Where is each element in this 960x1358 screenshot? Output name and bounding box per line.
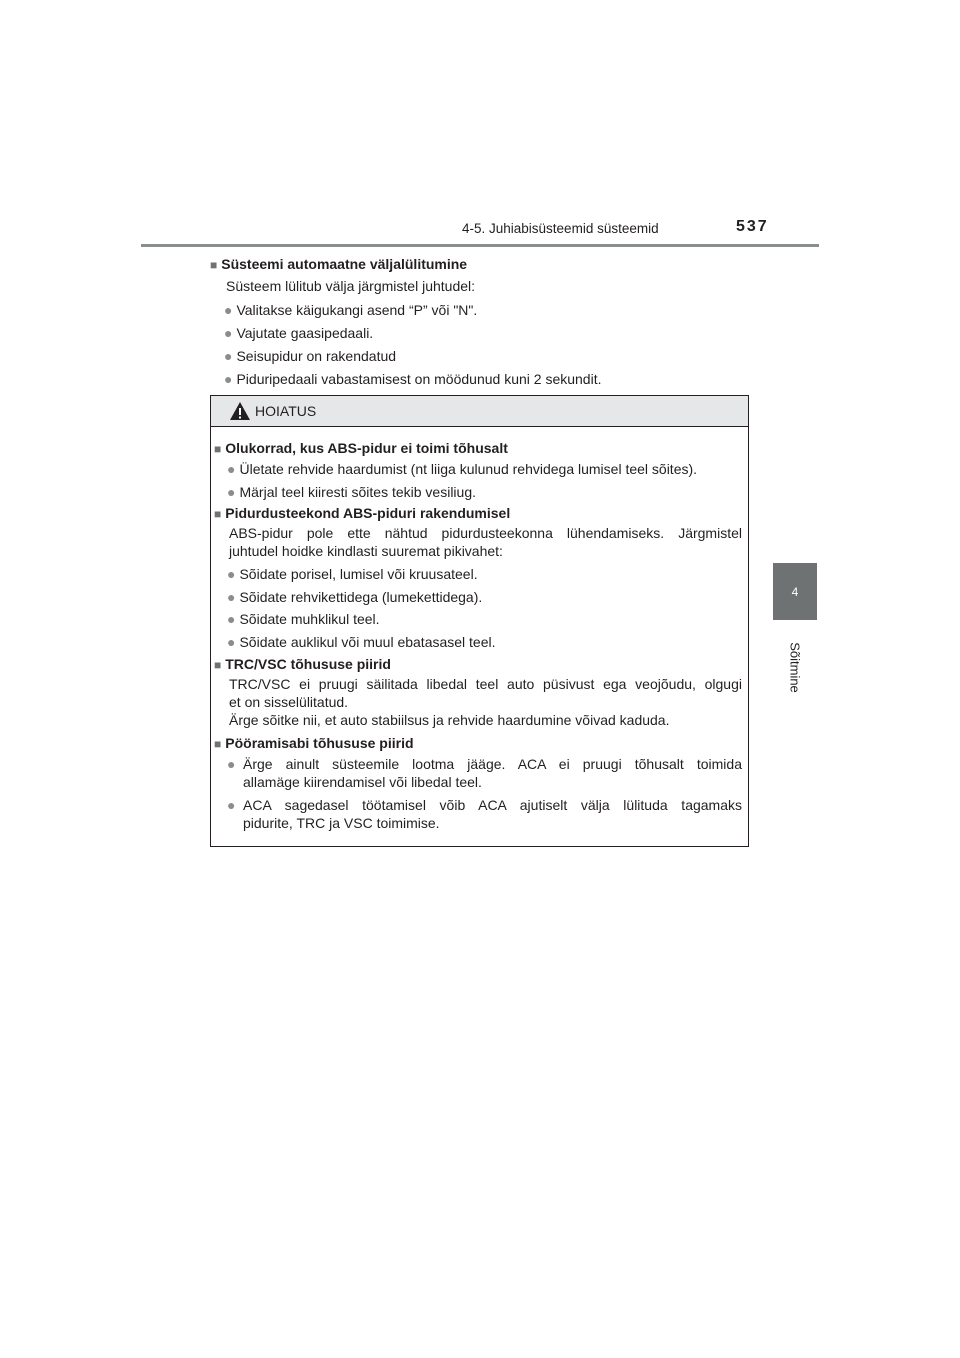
section-heading-text: Pidurdusteekond ABS-piduri rakendumisel	[225, 505, 511, 521]
warning-box	[210, 395, 749, 847]
list-item	[227, 588, 482, 606]
bullet-icon: ●	[227, 797, 236, 813]
chapter-tab	[773, 563, 817, 620]
list-item	[227, 610, 380, 628]
list-item	[224, 347, 396, 365]
list-item-text: Ületate rehvide haardumist (nt liiga kulunud rehvidega lumisel teel sõites).	[239, 461, 698, 477]
list-item-text: Ärge ainult süsteemile lootma jääge. ACA ei pruugi tõhusalt toimida	[243, 756, 742, 772]
warning-triangle-icon	[229, 401, 251, 421]
paragraph-line: Ärge sõitke nii, et auto stabiilsus ja rehvide haardumine võivad kaduda.	[229, 712, 670, 728]
bullet-icon: ●	[224, 302, 233, 318]
list-item	[224, 301, 477, 319]
list-item-text: Vajutate gaasipedaali.	[236, 325, 374, 341]
section-heading-text: Olukorrad, kus ABS-pidur ei toimi tõhusalt	[225, 440, 508, 456]
square-bullet-icon: ■	[214, 658, 222, 672]
square-bullet-icon: ■	[214, 507, 222, 521]
list-item-text: Piduripedaali vabastamisest on möödunud kuni 2 sekundit.	[236, 371, 602, 387]
warning-header	[211, 396, 748, 427]
list-item	[227, 483, 476, 501]
page-number: 537	[736, 218, 769, 235]
main-heading-text: Süsteemi automaatne väljalülitumine	[221, 256, 468, 272]
section-heading-text: Pööramisabi tõhususe piirid	[225, 735, 414, 751]
warning-section-heading	[214, 655, 391, 674]
bullet-icon: ●	[227, 756, 236, 772]
list-item-text: Sõidate rehvikettidega (lumekettidega).	[239, 589, 483, 605]
list-item	[227, 460, 697, 478]
bullet-icon: ●	[227, 611, 236, 627]
header-divider	[141, 244, 819, 247]
bullet-icon: ●	[224, 325, 233, 341]
paragraph-line: ABS-pidur pole ette nähtud pidurdusteekonna lühendamiseks. Järgmistel	[229, 525, 742, 541]
list-item	[227, 633, 496, 651]
list-item	[227, 565, 478, 583]
list-item-text: Seisupidur on rakendatud	[236, 348, 397, 364]
bullet-icon: ●	[227, 589, 236, 605]
chapter-number: 4	[791, 584, 799, 599]
list-item-text: Sõidate muhklikul teel.	[239, 611, 380, 627]
bullet-icon: ●	[227, 484, 236, 500]
warning-section-heading	[214, 439, 508, 458]
bullet-icon: ●	[224, 348, 233, 364]
chapter-title: Sõitmine	[787, 642, 803, 693]
bullet-icon: ●	[227, 634, 236, 650]
bullet-icon: ●	[227, 461, 236, 477]
paragraph-line: TRC/VSC ei pruugi säilitada libedal teel auto püsivust ega veojõudu, olgugi	[229, 676, 742, 692]
square-bullet-icon: ■	[214, 737, 222, 751]
list-item	[224, 324, 373, 342]
warning-section-heading	[214, 734, 414, 753]
list-item-text: Sõidate auklikul või muul ebatasasel teel.	[239, 634, 496, 650]
list-item-text: Valitakse käigukangi asend “P” või "N".	[236, 302, 478, 318]
paragraph-line: et on sisselülitatud.	[229, 694, 349, 710]
square-bullet-icon: ■	[210, 258, 218, 272]
list-item-text: pidurite, TRC ja VSC toimimise.	[243, 815, 440, 831]
bullet-icon: ●	[227, 566, 236, 582]
bullet-icon: ●	[224, 371, 233, 387]
main-heading	[210, 255, 467, 274]
list-item	[224, 370, 601, 388]
list-item-text: Sõidate porisel, lumisel või kruusateel.	[239, 566, 478, 582]
main-intro: Süsteem lülitub välja järgmistel juhtudel:	[226, 278, 476, 294]
square-bullet-icon: ■	[214, 442, 222, 456]
section-heading-text: TRC/VSC tõhususe piirid	[225, 656, 391, 672]
warning-title: HOIATUS	[255, 403, 317, 419]
list-item-text: allamäge kiirendamisel või libedal teel.	[243, 774, 482, 790]
list-item-text: Märjal teel kiiresti sõites tekib vesiliug.	[239, 484, 476, 500]
list-item-text: ACA sagedasel töötamisel võib ACA ajutiselt välja lülituda tagamaks	[243, 797, 742, 813]
paragraph-line: juhtudel hoidke kindlasti suuremat pikivahet:	[229, 543, 503, 559]
warning-section-heading	[214, 504, 510, 523]
section-title: 4-5. Juhiabisüsteemid süsteemid	[462, 221, 659, 236]
